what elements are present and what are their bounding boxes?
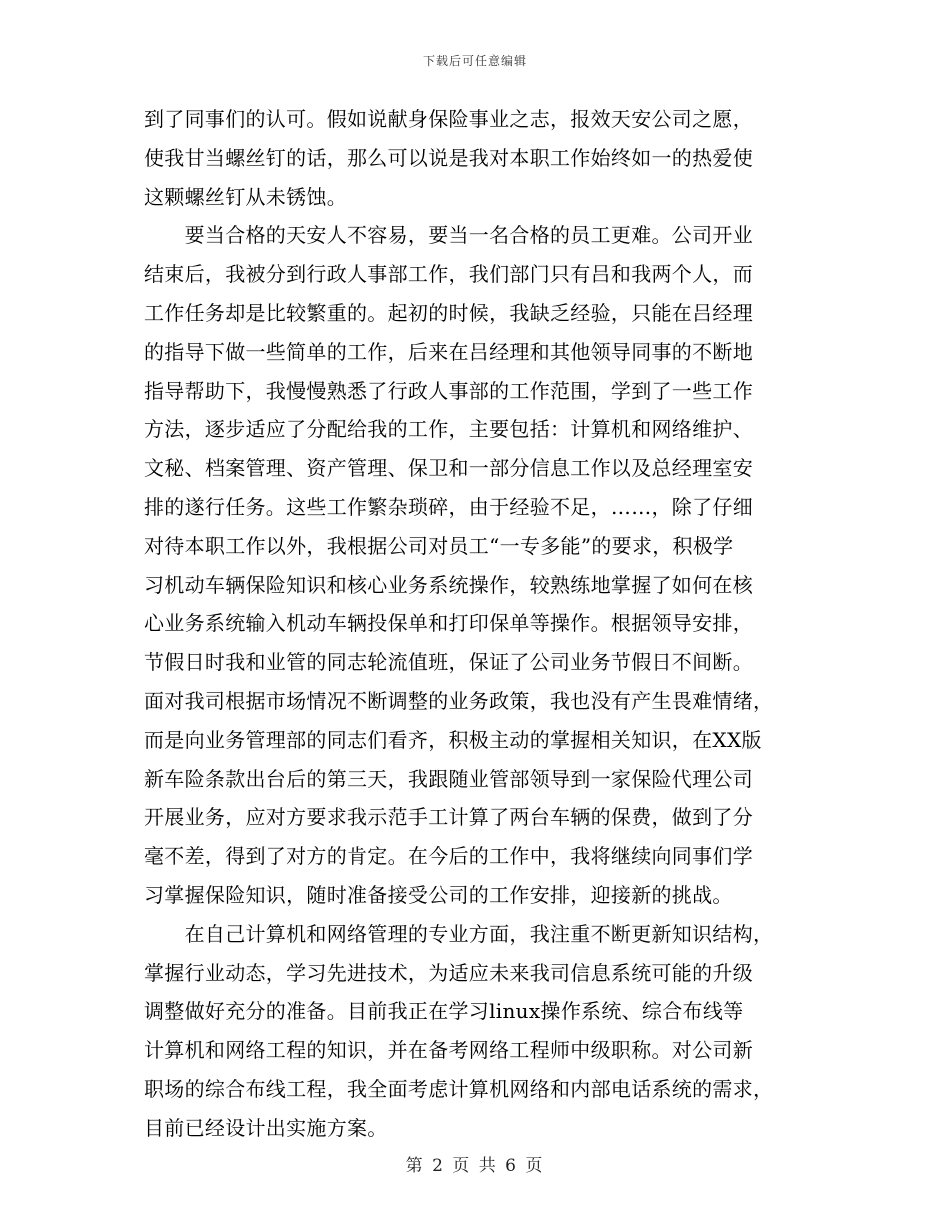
page-header: 下载后可任意编辑 [422,54,527,68]
text-line: 掌握行业动态，学习先进技术，为适应未来我司信息系统可能的升级 [144,960,753,985]
text-line: 面对我司根据市场情况不断调整的业务政策，我也没有产生畏难情绪， [144,688,774,713]
text-line: 目前已经设计出实施方案。 [144,1115,388,1140]
document-body [144,100,809,1148]
text-line: 习机动车辆保险知识和核心业务系统操作，较熟练地掌握了如何在核 [144,572,753,597]
text-line: 工作任务却是比较繁重的。起初的时候，我缺乏经验，只能在吕经理 [144,300,753,325]
text-line: 在自己计算机和网络管理的专业方面，我注重不断更新知识结构， [144,921,774,946]
text-line: 调整做好充分的准备。目前我正在学习linux操作系统、综合布线等 [144,999,744,1024]
text-line: 要当合格的天安人不容易，要当一名合格的员工更难。公司开业 [144,223,753,248]
text-line: 结束后，我被分到行政人事部工作，我们部门只有吕和我两个人，而 [144,262,753,287]
text-line: 的指导下做一些简单的工作，后来在吕经理和其他领导同事的不断地 [144,339,753,364]
text-line: 新车险条款出台后的第三天，我跟随业管部领导到一家保险代理公司 [144,766,753,791]
text-line: 毫不差，得到了对方的肯定。在今后的工作中，我将继续向同事们学 [144,844,753,869]
text-line: 指导帮助下，我慢慢熟悉了行政人事部的工作范围，学到了一些工作 [144,378,753,403]
text-line: 对待本职工作以外，我根据公司对员工“一专多能”的要求，积极学 [144,533,734,558]
text-line: 这颗螺丝钉从未锈蚀。 [144,184,347,209]
text-line: 排的遂行任务。这些工作繁杂琐碎，由于经验不足，……，除了仔细 [144,494,753,519]
text-line: 到了同事们的认可。假如说献身保险事业之志，报效天安公司之愿， [144,107,753,131]
text-line: 职场的综合布线工程，我全面考虑计算机网络和内部电话系统的需求， [144,1076,774,1101]
text-line: 文秘、档案管理、资产管理、保卫和一部分信息工作以及总经理室安 [144,456,753,481]
text-line: 心业务系统输入机动车辆投保单和打印保单等操作。根据领导安排， [144,611,753,636]
text-line: 而是向业务管理部的同志们看齐，积极主动的掌握相关知识，在XX版 [144,727,762,752]
text-line: 计算机和网络工程的知识，并在备考网络工程师中级职称。对公司新 [144,1038,753,1063]
text-line: 节假日时我和业管的同志轮流值班，保证了公司业务节假日不间断。 [144,650,753,675]
text-line: 使我甘当螺丝钉的话，那么可以说是我对本职工作始终如一的热爱使 [144,145,753,170]
text-line: 习掌握保险知识，随时准备接受公司的工作安排，迎接新的挑战。 [144,882,733,907]
page-footer: 第 2 页 共 6 页 [405,1156,545,1176]
text-line: 开展业务，应对方要求我示范手工计算了两台车辆的保费，做到了分 [144,805,753,830]
text-line: 方法，逐步适应了分配给我的工作，主要包括：计算机和网络维护、 [144,417,753,442]
